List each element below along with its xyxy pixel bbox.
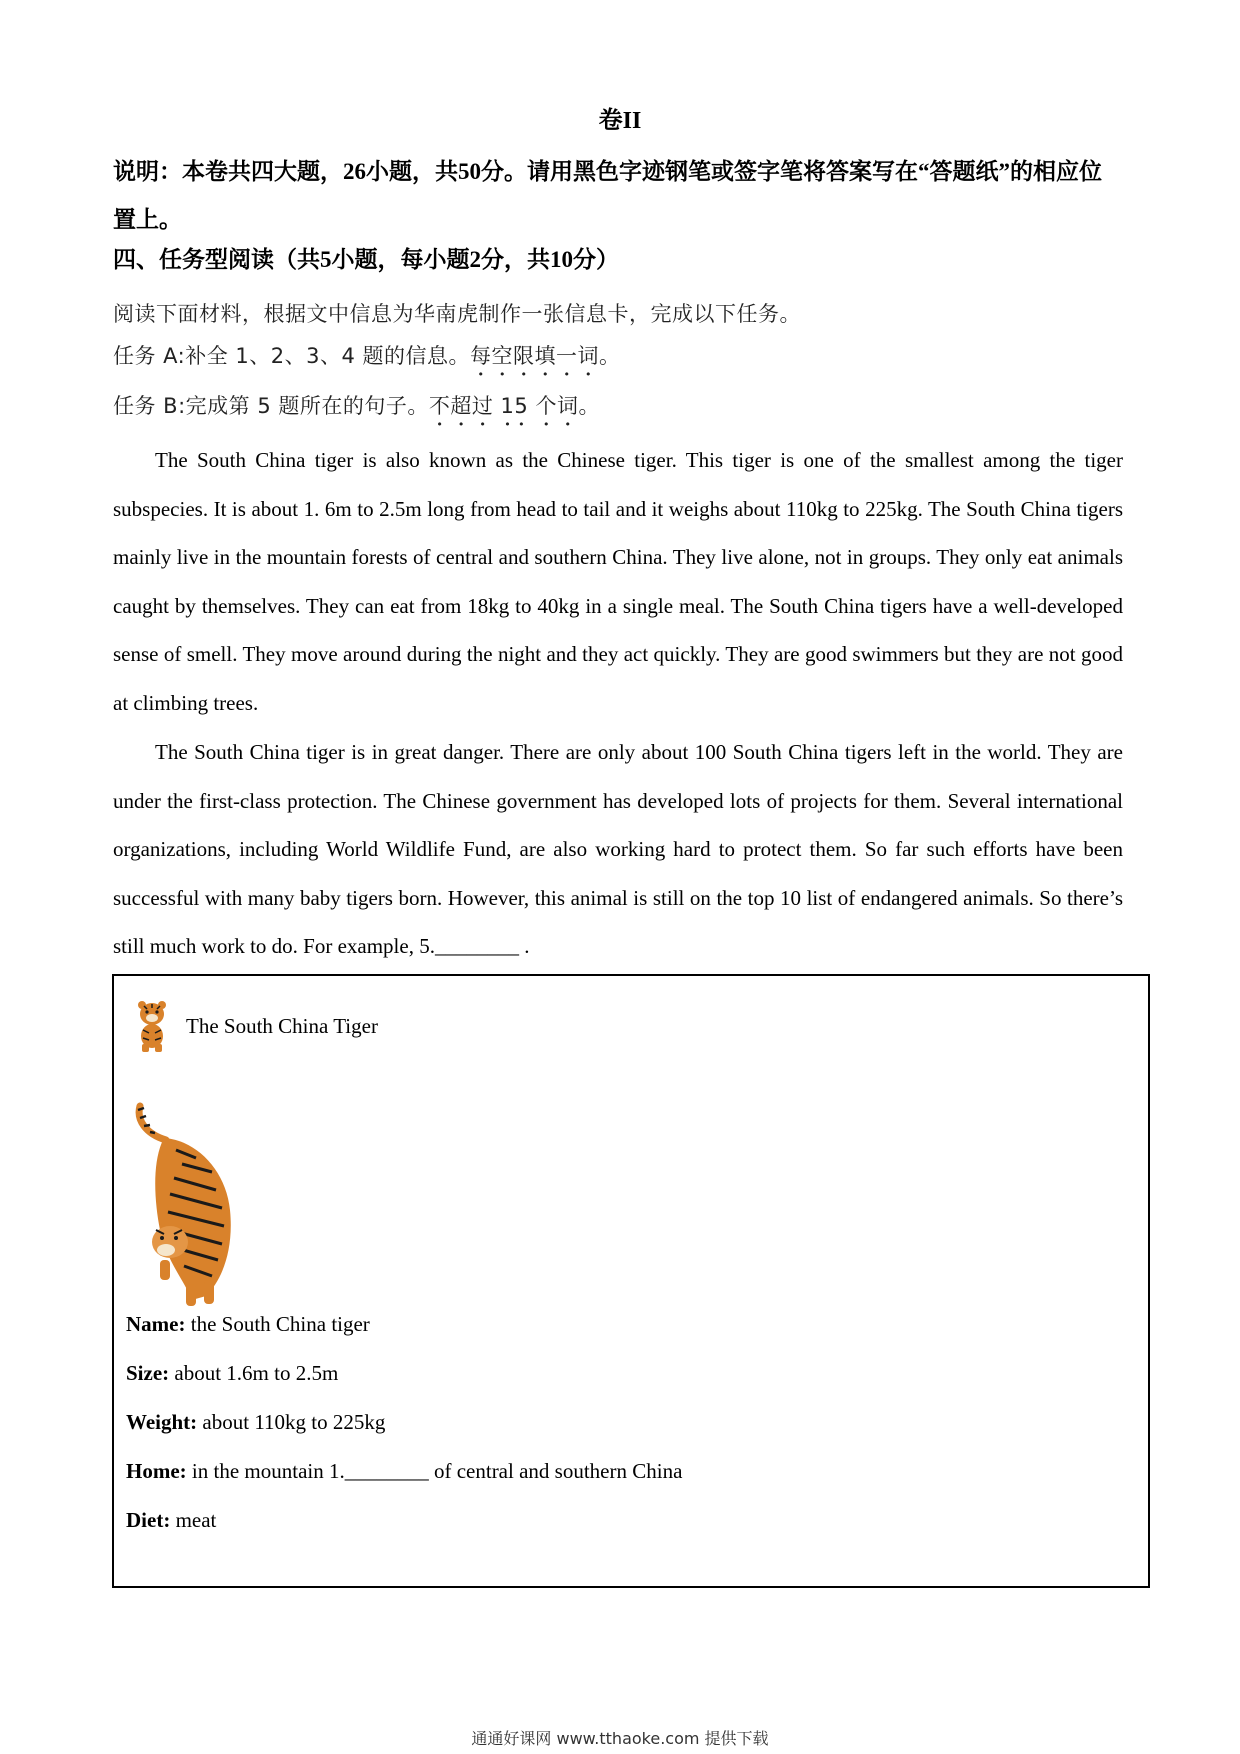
name-label: Name:	[126, 1312, 186, 1336]
tiger-cub-icon	[130, 1000, 174, 1052]
task-b-suffix: 。	[578, 394, 600, 418]
diet-value: meat	[170, 1508, 217, 1532]
name-value: the South China tiger	[185, 1312, 370, 1336]
task-b-emphasis: 不超过 15 个词	[428, 394, 579, 418]
page-title: 卷II	[598, 108, 642, 134]
task-b-prefix: 任务 B:完成第 5 题所在的句子。	[113, 394, 429, 418]
passage-p1-text: The South China tiger is also known as the Chinese tiger. This tiger is one of the smallest among the tiger subspecies. It is about 1. 6m to 2.5m long from head to tail and it weighs about 110kg to 225kg. The South China tigers mainly live in the mountain forests of central and southern China. They live alone, not in groups. They only eat animals caught by themselves. They can eat from 18kg to 40kg in a single meal. The South China tigers have a well-developed sense of smell. They move around during the night and they act quickly. They are good swimmers but they are not good at climbing trees.	[113, 448, 1123, 715]
section-heading: 四、任务型阅读（共5小题，每小题2分，共10分）	[113, 247, 619, 272]
card-title: The South China Tiger	[186, 1013, 378, 1038]
tiger-illustration	[126, 1100, 246, 1312]
field-home	[126, 1459, 682, 1484]
task-b	[113, 390, 600, 431]
task-a-suffix: 。	[599, 344, 621, 368]
size-label: Size:	[126, 1361, 170, 1385]
field-name	[126, 1312, 370, 1337]
task-intro: 阅读下面材料，根据文中信息为华南虎制作一张信息卡，完成以下任务。	[113, 302, 801, 326]
card-header	[130, 1000, 378, 1052]
home-value: in the mountain 1.________ of central and southern China	[186, 1459, 683, 1483]
task-a-emphasis: 每空限填一词	[470, 344, 600, 368]
passage-p2-text: The South China tiger is in great danger. There are only about 100 South China tigers left in the world. They are under the first-class protection. The Chinese government has developed lots of projects for them. Several international organizations, including World Wildlife Fund, are also working hard to protect them. So far such efforts have been successful with many baby tigers born. However, this animal is still on the top 10 list of endangered animals. So there’s still much work to do. For example, 5.________ .	[113, 740, 1123, 958]
diet-label: Diet:	[126, 1508, 171, 1532]
passage-paragraph-1	[113, 436, 1123, 727]
field-size	[126, 1361, 338, 1386]
instruction-text: 说明：本卷共四大题，26小题，共50分。请用黑色字迹钢笔或签字笔将答案写在“答题纸”的相应位置上。	[113, 159, 1102, 232]
task-a-prefix: 任务 A:补全 1、2、3、4 题的信息。	[113, 344, 471, 368]
weight-value: about 110kg to 225kg	[197, 1410, 386, 1434]
home-label: Home:	[126, 1459, 187, 1483]
field-diet	[126, 1508, 216, 1533]
weight-label: Weight:	[126, 1410, 198, 1434]
task-a	[113, 340, 621, 381]
field-weight	[126, 1410, 385, 1435]
passage-paragraph-2	[113, 728, 1123, 971]
footer-text: 通通好课网 www.tthaoke.com 提供下载	[471, 1729, 769, 1748]
info-card	[112, 974, 1150, 1588]
size-value: about 1.6m to 2.5m	[169, 1361, 339, 1385]
